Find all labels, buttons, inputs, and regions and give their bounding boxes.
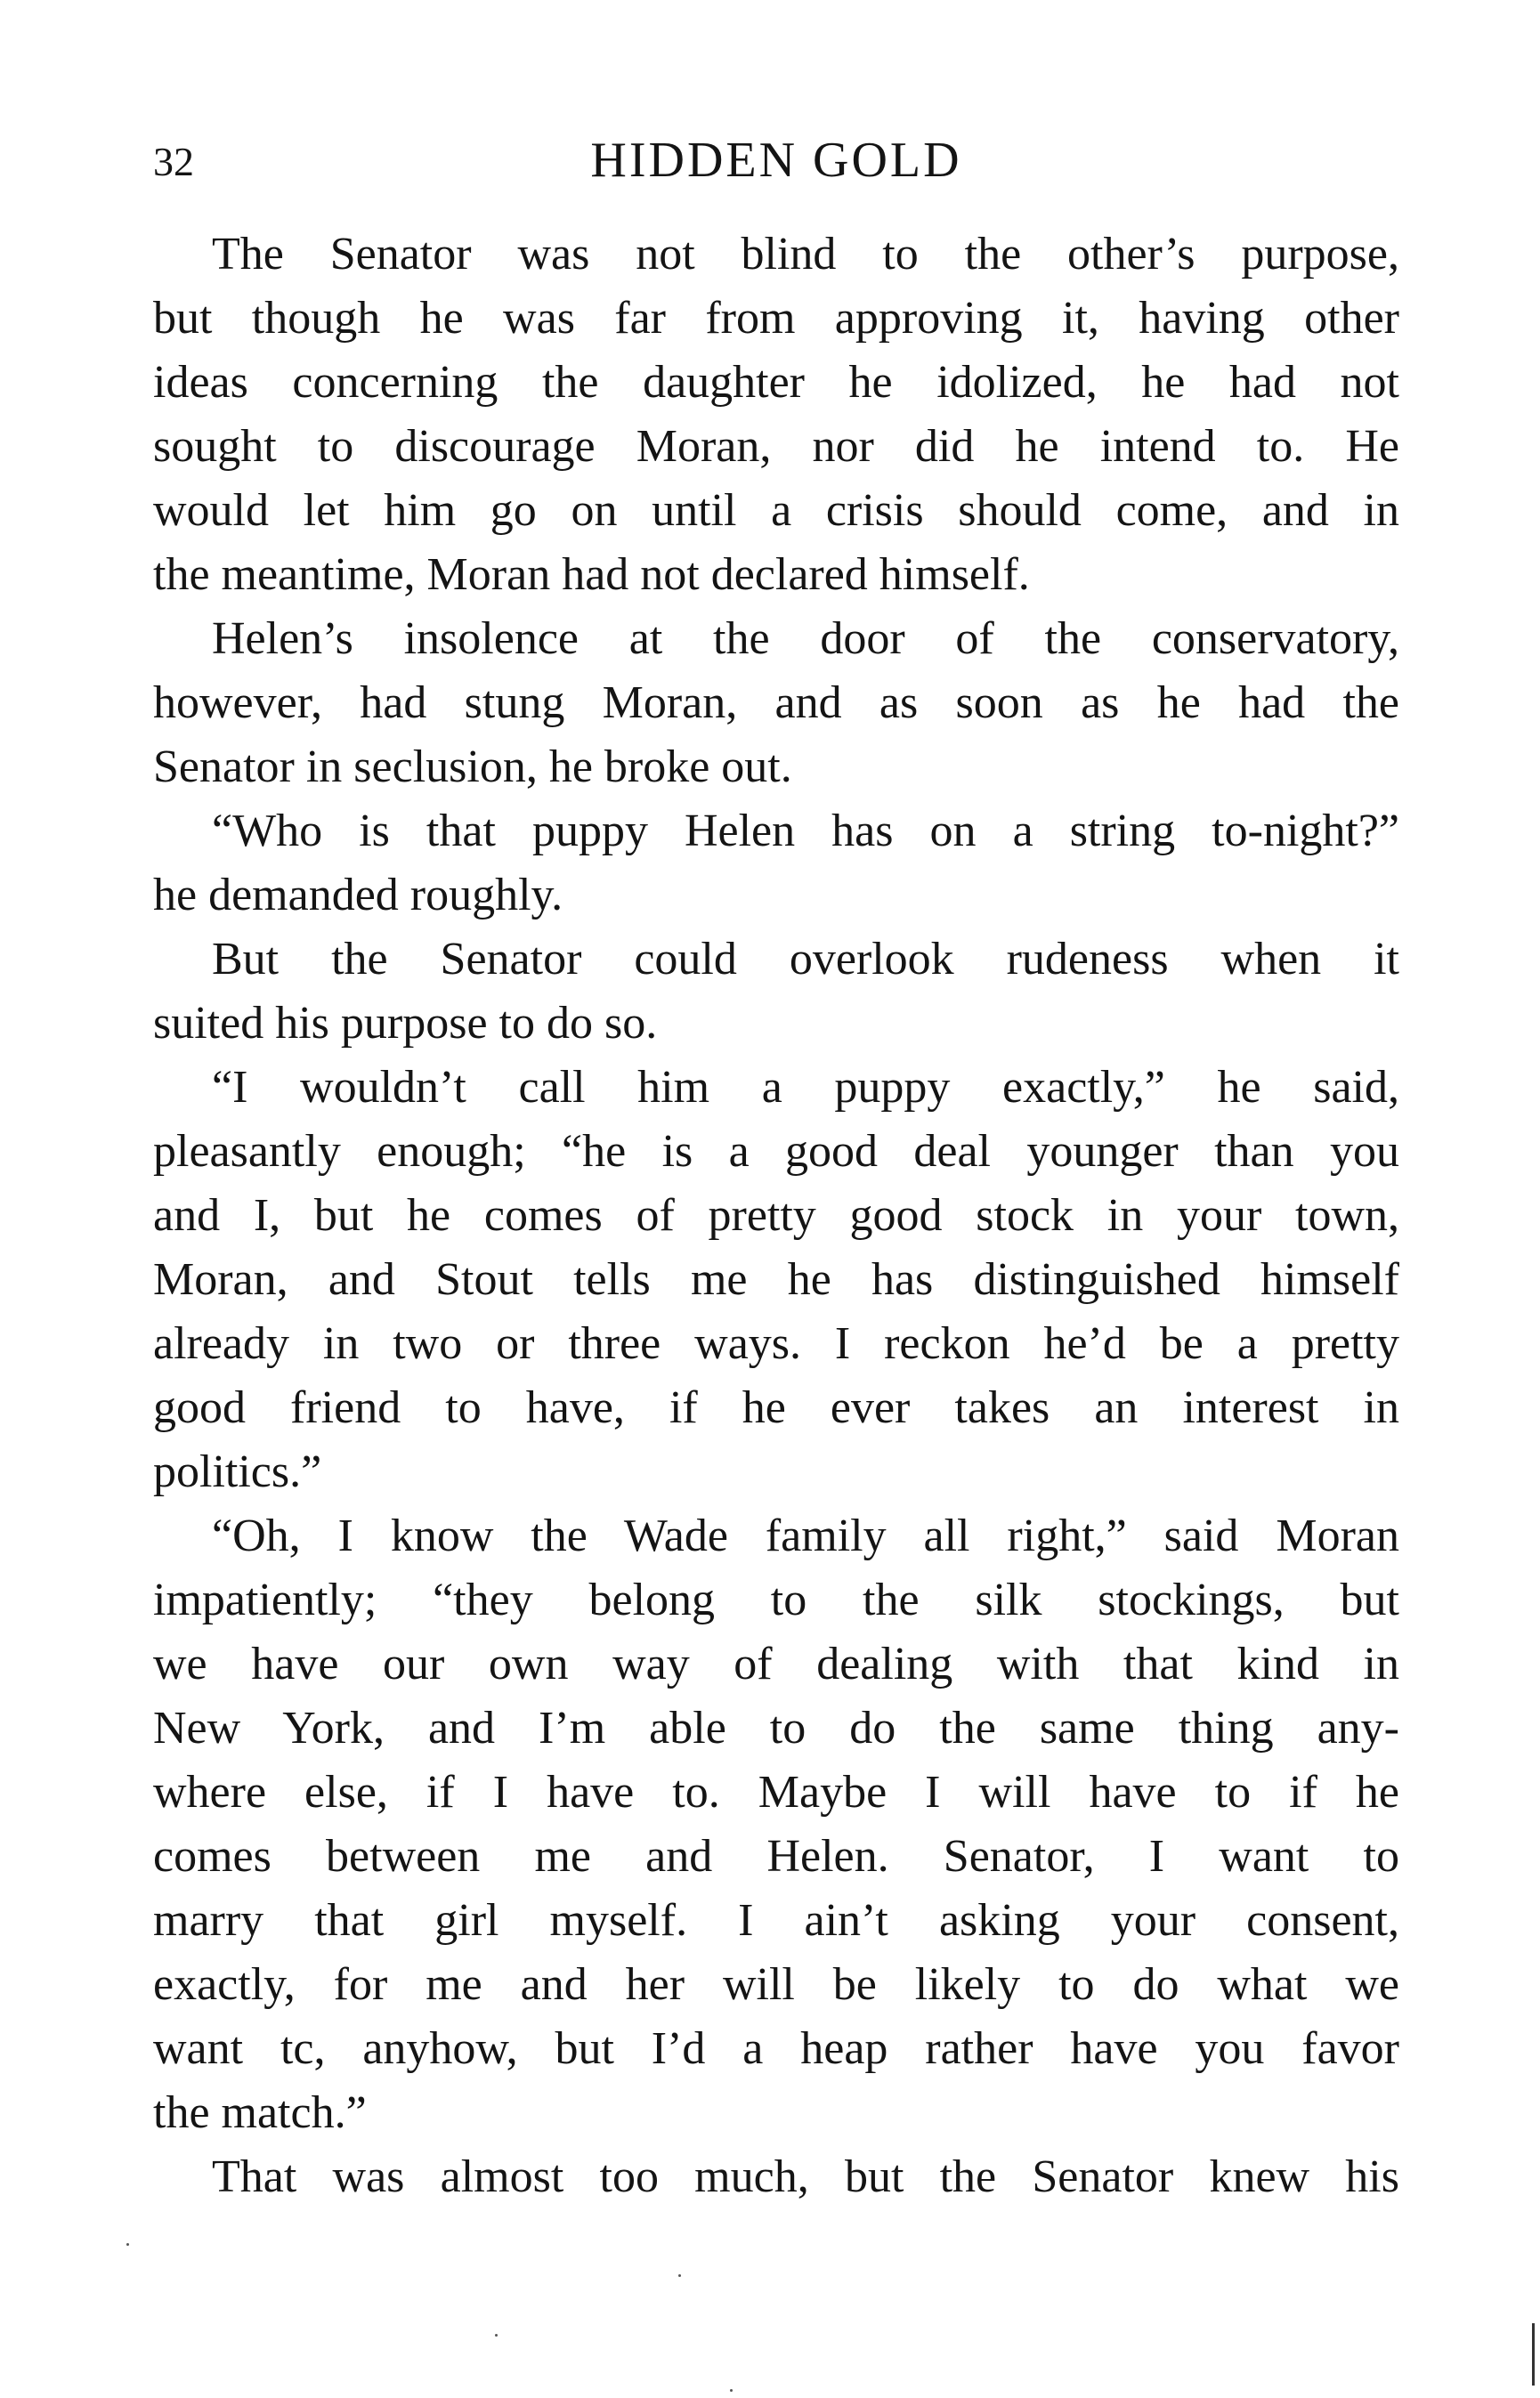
page-header bbox=[153, 126, 1399, 198]
page-edge-mark bbox=[1532, 2323, 1535, 2386]
text-line: comes between me and Helen. Senator, I want to bbox=[153, 1831, 1399, 1882]
text-line: impatiently; “they belong to the silk stockings, but bbox=[153, 1575, 1399, 1625]
text-line: however, had stung Moran, and as soon as he had the bbox=[153, 677, 1399, 728]
text-line: want tc, anyhow, but I’d a heap rather have you favor bbox=[153, 2023, 1399, 2074]
text-line: “Who is that puppy Helen has on a string to-night?” bbox=[212, 806, 1399, 856]
text-line: But the Senator could overlook rudeness when it bbox=[212, 934, 1399, 984]
text-line: marry that girl myself. I ain’t asking your consent, bbox=[153, 1895, 1399, 1946]
text-line: That was almost too much, but the Senator knew his bbox=[212, 2151, 1399, 2202]
text-line: “I wouldn’t call him a puppy exactly,” he said, bbox=[212, 1062, 1399, 1113]
text-line: already in two or three ways. I reckon he’d be a pretty bbox=[153, 1318, 1399, 1369]
paper-speck bbox=[730, 2389, 733, 2392]
text-line: pleasantly enough; “he is a good deal younger than you bbox=[153, 1126, 1399, 1177]
text-line: good friend to have, if he ever takes an interest in bbox=[153, 1382, 1399, 1433]
text-line: he demanded roughly. bbox=[153, 870, 563, 920]
text-line: would let him go on until a crisis should come, and in bbox=[153, 485, 1399, 536]
body-text bbox=[153, 223, 1399, 2209]
text-line: Helen’s insolence at the door of the conservatory, bbox=[212, 613, 1399, 664]
text-line: exactly, for me and her will be likely to do what we bbox=[153, 1959, 1399, 2010]
paper-speck bbox=[495, 2334, 498, 2337]
paper-speck bbox=[678, 2274, 681, 2277]
text-line: but though he was far from approving it, having other bbox=[153, 293, 1399, 344]
text-line: we have our own way of dealing with that kind in bbox=[153, 1639, 1399, 1689]
page-number: 32 bbox=[153, 139, 194, 184]
text-line: New York, and I’m able to do the same thing any- bbox=[153, 1703, 1399, 1754]
text-line: the meantime, Moran had not declared himself. bbox=[153, 549, 1030, 600]
text-line: The Senator was not blind to the other’s purpose, bbox=[212, 229, 1399, 279]
text-line: where else, if I have to. Maybe I will have to if he bbox=[153, 1767, 1399, 1818]
text-line: and I, but he comes of pretty good stock in your town, bbox=[153, 1190, 1399, 1241]
text-line: sought to discourage Moran, nor did he intend to. He bbox=[153, 421, 1399, 472]
text-line: ideas concerning the daughter he idolized, he had not bbox=[153, 357, 1399, 408]
text-line: “Oh, I know the Wade family all right,” said Moran bbox=[212, 1511, 1399, 1561]
text-line: the match.” bbox=[153, 2087, 367, 2138]
text-line: suited his purpose to do so. bbox=[153, 998, 658, 1049]
text-line: Senator in seclusion, he broke out. bbox=[153, 741, 792, 792]
paper-speck bbox=[126, 2243, 129, 2246]
text-line: politics.” bbox=[153, 1446, 322, 1497]
running-title: HIDDEN GOLD bbox=[590, 133, 962, 188]
text-line: Moran, and Stout tells me he has distinguished himself bbox=[153, 1254, 1399, 1305]
